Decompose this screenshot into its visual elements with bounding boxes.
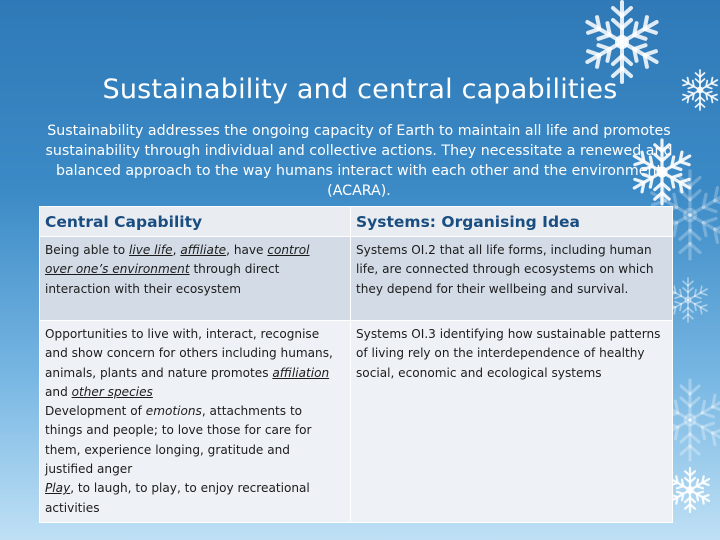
capability-control: control over one’s environment	[45, 243, 310, 277]
snowflake-icon	[668, 468, 711, 512]
capabilities-table	[39, 206, 673, 523]
intro-paragraph: Sustainability addresses the ongoing capacity of Earth to maintain all life and promotes sustainability through individual and collective actions. They necessitate a renewed and balanced approach to the way humans interact with each other and the environment (ACARA).	[45, 123, 673, 199]
snowflake-icon	[583, 2, 661, 82]
header-systems-organising-idea: Systems: Organising Idea	[351, 207, 673, 237]
capability-text: through direct interaction with their ecosystem	[45, 262, 280, 296]
table-row	[40, 321, 673, 523]
organising-idea-cell: Systems OI.2 that all life forms, including human life, are connected through ecosystems on which they depend for their wellbeing and survival.	[351, 237, 673, 321]
capability-text: Development of	[45, 404, 146, 419]
capability-live-life: live life	[129, 243, 173, 257]
capability-text: , have	[226, 243, 268, 257]
capability-text: , attachments to things and people; to love those for care for them, experience longing, gratitude and justified anger	[45, 404, 312, 477]
capability-text: Opportunities to live with, interact, recognise and show concern for others including humans, animals, plants and nature promotes	[45, 327, 333, 380]
capability-affiliation: affiliation	[272, 365, 330, 380]
capability-other-species: other species	[71, 384, 153, 399]
slide-title: Sustainability and central capabilities	[102, 74, 618, 105]
capability-text: ,	[172, 243, 181, 257]
table-header-row	[40, 207, 673, 237]
table-row	[40, 237, 673, 321]
capability-text: Being able to	[45, 243, 130, 257]
capability-text: , to laugh, to play, to enjoy recreational activities	[45, 481, 310, 515]
capability-cell	[40, 321, 351, 523]
organising-idea-cell: Systems OI.3 identifying how sustainable patterns of living rely on the interdependence of healthy social, economic and ecological systems	[351, 321, 673, 523]
capability-cell	[40, 237, 351, 321]
header-central-capability: Central Capability	[40, 207, 351, 237]
capability-affiliate: affiliate	[180, 243, 227, 257]
capability-emotions: emotions	[145, 404, 202, 419]
capability-play: Play	[45, 481, 71, 496]
capability-text: and	[45, 384, 72, 399]
